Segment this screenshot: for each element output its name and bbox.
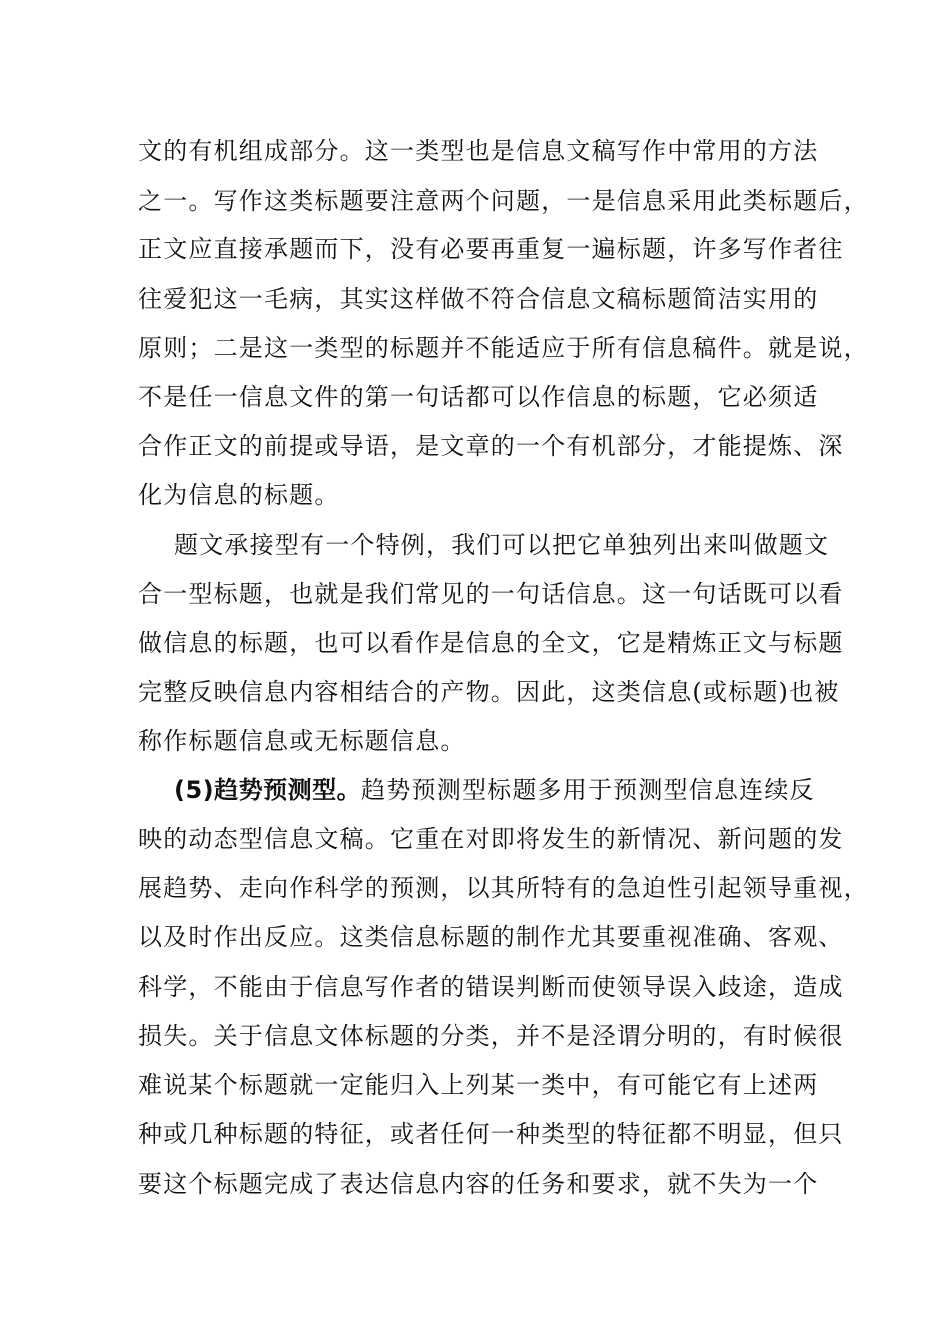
text-line: 种或几种标题的特征，或者任何一种类型的特征都不明显，但只 <box>138 1120 844 1148</box>
text-line: 映的动态型信息文稿。它重在对即将发生的新情况、新问题的发 <box>138 825 844 853</box>
text-line: 不是任一信息文件的第一句话都可以作信息的标题，它必须适 <box>138 383 819 411</box>
text-line <box>174 772 874 808</box>
text-line: 完整反映信息内容相结合的产物。因此，这类信息(或标题)也被 <box>138 678 840 706</box>
section-heading: (5)趋势预测型。 <box>174 776 362 804</box>
text-line: 题文承接型有一个特例，我们可以把它单独列出来叫做题文 <box>174 531 830 559</box>
text-line: 以及时作出反应。这类信息标题的制作尤其要重视准确、客观、 <box>138 923 844 951</box>
text-line: 原则；二是这一类型的标题并不能适应于所有信息稿件。就是说， <box>138 334 869 362</box>
text-line: 正文应直接承题而下，没有必要再重复一遍标题，许多写作者往 <box>138 235 844 263</box>
text-line: 文的有机组成部分。这一类型也是信息文稿写作中常用的方法 <box>138 137 819 165</box>
text-span: 趋势预测型标题多用于预测型信息连续反 <box>361 776 815 804</box>
text-line: 做信息的标题，也可以看作是信息的全文，它是精炼正文与标题 <box>138 629 844 657</box>
text-line: 合作正文的前提或导语，是文章的一个有机部分，才能提炼、深 <box>138 432 844 460</box>
text-line: 科学，不能由于信息写作者的错误判断而使领导误入歧途，造成 <box>138 973 844 1001</box>
text-line: 化为信息的标题。 <box>138 481 340 509</box>
text-line: 难说某个标题就一定能归入上列某一类中，有可能它有上述两 <box>138 1071 819 1099</box>
text-line: 称作标题信息或无标题信息。 <box>138 727 466 755</box>
text-line: 合一型标题，也就是我们常见的一句话信息。这一句话既可以看 <box>138 580 844 608</box>
text-line: 往爱犯这一毛病，其实这样做不符合信息文稿标题简洁实用的 <box>138 285 819 313</box>
text-line: 展趋势、走向作科学的预测，以其所特有的急迫性引起领导重视， <box>138 874 869 902</box>
text-line: 之一。写作这类标题要注意两个问题，一是信息采用此类标题后， <box>138 187 869 215</box>
text-line: 要这个标题完成了表达信息内容的任务和要求，就不失为一个 <box>138 1170 819 1198</box>
text-line: 损失。关于信息文体标题的分类，并不是泾谓分明的，有时候很 <box>138 1022 844 1050</box>
